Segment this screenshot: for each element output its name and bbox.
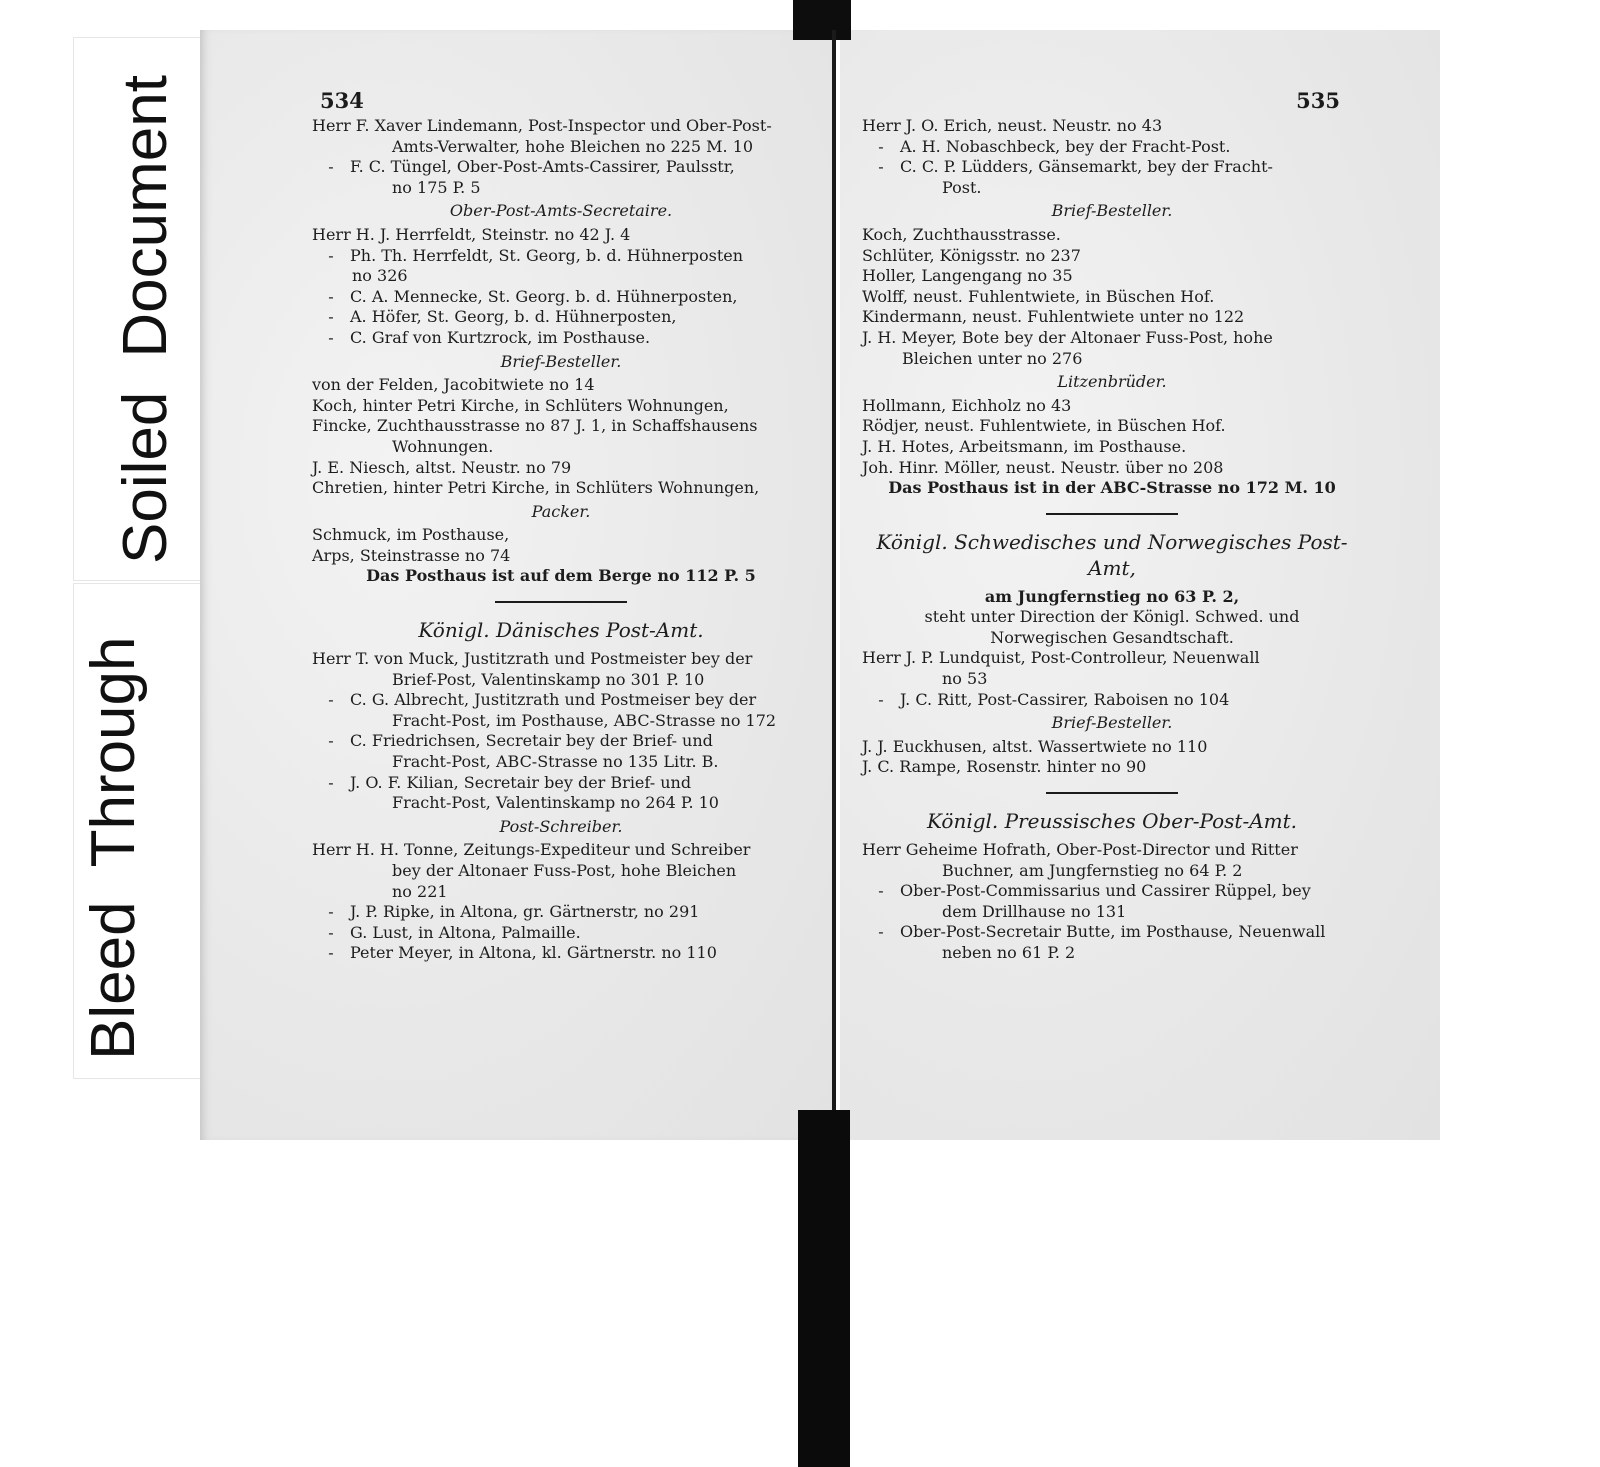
section-subheading: Packer.	[531, 501, 591, 521]
ditto-mark: -	[328, 772, 334, 792]
directory-entry: Chretien, hinter Petri Kirche, in Schlüters Wohnungen,	[312, 478, 760, 498]
entry-text: C. C. P. Lüdders, Gänsemarkt, bey der Fracht-	[900, 157, 1273, 177]
directory-entry: J. C. Rampe, Rosenstr. hinter no 90	[862, 757, 1147, 777]
directory-entry: Holler, Langengang no 35	[862, 266, 1073, 286]
page-number: 534	[320, 88, 364, 113]
directory-entry: J. H. Meyer, Bote bey der Altonaer Fuss-Post, hohe	[862, 327, 1273, 347]
ditto-mark: -	[878, 922, 884, 942]
directory-entry: Schlüter, Königsstr. no 237	[862, 245, 1081, 265]
directory-entry	[312, 157, 810, 178]
open-book	[200, 30, 1450, 1140]
directory-entry: J. J. Euckhusen, altst. Wassertwiete no 110	[862, 736, 1208, 756]
entry-text: C. A. Mennecke, St. Georg. b. d. Hühnerposten,	[350, 286, 738, 306]
directory-entry	[862, 157, 1362, 178]
entry-continuation: Wohnungen.	[392, 436, 494, 456]
entry-continuation: neben no 61 P. 2	[942, 943, 1076, 962]
entry-continuation: Amts-Verwalter, hohe Bleichen no 225 M. 10	[392, 136, 754, 156]
entry-continuation: Fracht-Post, Valentinskamp no 264 P. 10	[392, 793, 719, 813]
label-word: Document	[111, 75, 180, 358]
left-page-text	[312, 116, 810, 964]
ditto-mark: -	[328, 690, 334, 710]
address-note: Das Posthaus ist auf dem Berge no 112 P. 5	[366, 566, 756, 586]
ditto-mark: -	[328, 245, 334, 265]
directory-entry	[312, 246, 810, 267]
entry-text: Ph. Th. Herrfeldt, St. Georg, b. d. Hühnerposten	[350, 245, 744, 265]
directory-entry: J. E. Niesch, altst. Neustr. no 79	[312, 457, 572, 477]
entry-continuation: Fracht-Post, im Posthause, ABC-Strasse no 172	[392, 710, 777, 730]
directory-entry: Herr T. von Muck, Justitzrath und Postmeister bey der	[312, 649, 753, 669]
entry-text: Ober-Post-Commissarius und Cassirer Rüppel, bey	[900, 881, 1311, 901]
section-subheading: Brief-Besteller.	[1051, 713, 1173, 733]
directory-entry: Wolff, neust. Fuhlentwiete, in Büschen Hof.	[862, 286, 1215, 306]
directory-entry	[312, 731, 810, 752]
directory-entry: Arps, Steinstrasse no 74	[312, 545, 511, 565]
directory-entry: Koch, hinter Petri Kirche, in Schlüters Wohnungen,	[312, 395, 729, 415]
directory-entry	[312, 307, 810, 328]
directory-entry: Herr H. H. Tonne, Zeitungs-Expediteur und Schreiber	[312, 840, 751, 860]
entry-continuation: Buchner, am Jungfernstieg no 64 P. 2	[942, 860, 1243, 880]
address-note: am Jungfernstieg no 63 P. 2,	[984, 586, 1240, 606]
section-heading: Königl. Dänisches Post-Amt.	[418, 618, 704, 643]
directory-entry: Herr J. P. Lundquist, Post-Controlleur, Neuenwall	[862, 648, 1260, 668]
section-subheading: Litzenbrüder.	[1057, 372, 1167, 392]
ditto-mark: -	[328, 943, 334, 963]
entry-continuation: Post.	[942, 177, 982, 197]
section-divider	[495, 601, 627, 603]
ditto-mark: -	[328, 922, 334, 942]
directory-entry: J. H. Hotes, Arbeitsmann, im Posthause.	[862, 436, 1187, 456]
entry-text: C. Friedrichsen, Secretair bey der Brief- und	[350, 731, 713, 751]
entry-continuation: Fracht-Post, ABC-Strasse no 135 Litr. B.	[392, 752, 719, 772]
directory-entry: Herr H. J. Herrfeldt, Steinstr. no 42 J. 4	[312, 224, 631, 244]
entry-continuation: no 221	[392, 881, 448, 901]
section-subheading: Ober-Post-Amts-Secretaire.	[449, 201, 673, 221]
text-line: steht unter Direction der Königl. Schwed. und	[924, 607, 1300, 627]
left-page	[200, 30, 832, 1140]
book-gutter	[832, 30, 836, 1112]
entry-continuation: dem Drillhause no 131	[942, 901, 1127, 921]
ditto-mark: -	[878, 689, 884, 709]
entry-text: J. O. F. Kilian, Secretair bey der Brief- und	[350, 772, 692, 792]
label-word: Soiled	[111, 391, 180, 564]
entry-continuation: Brief-Post, Valentinskamp no 301 P. 10	[392, 669, 705, 689]
directory-entry	[862, 690, 1362, 711]
entry-text: Peter Meyer, in Altona, kl. Gärtnerstr. no 110	[350, 943, 717, 963]
section-divider	[1046, 792, 1178, 794]
directory-entry	[312, 923, 810, 944]
entry-continuation: no 175 P. 5	[392, 177, 481, 197]
section-heading: Königl. Schwedisches und Norwegisches Post-Amt,	[876, 529, 1348, 580]
directory-entry	[312, 773, 810, 794]
address-note: Das Posthaus ist in der ABC-Strasse no 172 M. 10	[888, 478, 1336, 498]
ditto-mark: -	[878, 881, 884, 901]
directory-entry	[312, 943, 810, 964]
directory-entry: Fincke, Zuchthausstrasse no 87 J. 1, in Schaffshausens	[312, 416, 758, 436]
text-line: Norwegischen Gesandtschaft.	[990, 627, 1234, 647]
right-page-text	[862, 116, 1362, 964]
section-subheading: Post-Schreiber.	[499, 816, 623, 836]
entry-text: J. C. Ritt, Post-Cassirer, Raboisen no 104	[900, 689, 1230, 709]
entry-continuation: no 326	[352, 266, 408, 286]
section-subheading: Brief-Besteller.	[500, 351, 622, 371]
directory-entry: Herr J. O. Erich, neust. Neustr. no 43	[862, 116, 1163, 135]
ditto-mark: -	[328, 902, 334, 922]
label-word: Bleed	[79, 901, 148, 1060]
label-word: Through	[79, 636, 148, 868]
entry-text: C. Graf von Kurtzrock, im Posthause.	[350, 327, 651, 347]
directory-entry	[862, 137, 1362, 158]
page-number: 535	[1296, 88, 1340, 113]
ditto-mark: -	[878, 136, 884, 156]
directory-entry: Schmuck, im Posthause,	[312, 525, 510, 545]
directory-entry	[312, 690, 810, 711]
directory-entry	[312, 902, 810, 923]
section-divider	[1046, 513, 1178, 515]
bleed-through-label	[78, 636, 149, 1060]
entry-text: A. H. Nobaschbeck, bey der Fracht-Post.	[900, 136, 1231, 156]
section-heading: Königl. Preussisches Ober-Post-Amt.	[927, 809, 1297, 834]
right-page	[840, 30, 1440, 1140]
entry-text: C. G. Albrecht, Justitzrath und Postmeiser bey der	[350, 690, 757, 710]
entry-continuation: bey der Altonaer Fuss-Post, hohe Bleichen	[392, 861, 737, 880]
directory-entry: Herr F. Xaver Lindemann, Post-Inspector und Ober-Post-	[312, 116, 772, 135]
entry-text: J. P. Ripke, in Altona, gr. Gärtnerstr, no 291	[350, 902, 700, 922]
entry-text: A. Höfer, St. Georg, b. d. Hühnerposten,	[350, 307, 677, 327]
directory-entry: von der Felden, Jacobitwiete no 14	[312, 375, 595, 395]
binding-strip-top	[793, 0, 851, 40]
ditto-mark: -	[328, 286, 334, 306]
directory-entry: Rödjer, neust. Fuhlentwiete, in Büschen Hof.	[862, 416, 1226, 436]
binding-strip-bottom	[798, 1110, 850, 1467]
ditto-mark: -	[328, 327, 334, 347]
entry-text: G. Lust, in Altona, Palmaille.	[350, 922, 581, 942]
directory-entry: Herr Geheime Hofrath, Ober-Post-Director und Ritter	[862, 840, 1298, 860]
ditto-mark: -	[328, 157, 334, 177]
directory-entry: Kindermann, neust. Fuhlentwiete unter no 122	[862, 307, 1245, 327]
directory-entry: Joh. Hinr. Möller, neust. Neustr. über no 208	[862, 457, 1224, 477]
entry-continuation: no 53	[942, 669, 988, 689]
directory-entry	[862, 922, 1362, 943]
section-subheading: Brief-Besteller.	[1051, 201, 1173, 221]
entry-text: F. C. Tüngel, Ober-Post-Amts-Cassirer, Paulsstr,	[350, 157, 735, 177]
directory-entry	[312, 287, 810, 308]
directory-entry: Koch, Zuchthausstrasse.	[862, 224, 1061, 244]
entry-continuation: Bleichen unter no 276	[902, 348, 1083, 368]
entry-text: Ober-Post-Secretair Butte, im Posthause, Neuenwall	[900, 922, 1326, 942]
directory-entry	[312, 328, 810, 349]
ditto-mark: -	[328, 731, 334, 751]
directory-entry: Hollmann, Eichholz no 43	[862, 395, 1072, 415]
ditto-mark: -	[328, 307, 334, 327]
directory-entry	[862, 881, 1362, 902]
soiled-document-label	[110, 75, 181, 564]
ditto-mark: -	[878, 157, 884, 177]
